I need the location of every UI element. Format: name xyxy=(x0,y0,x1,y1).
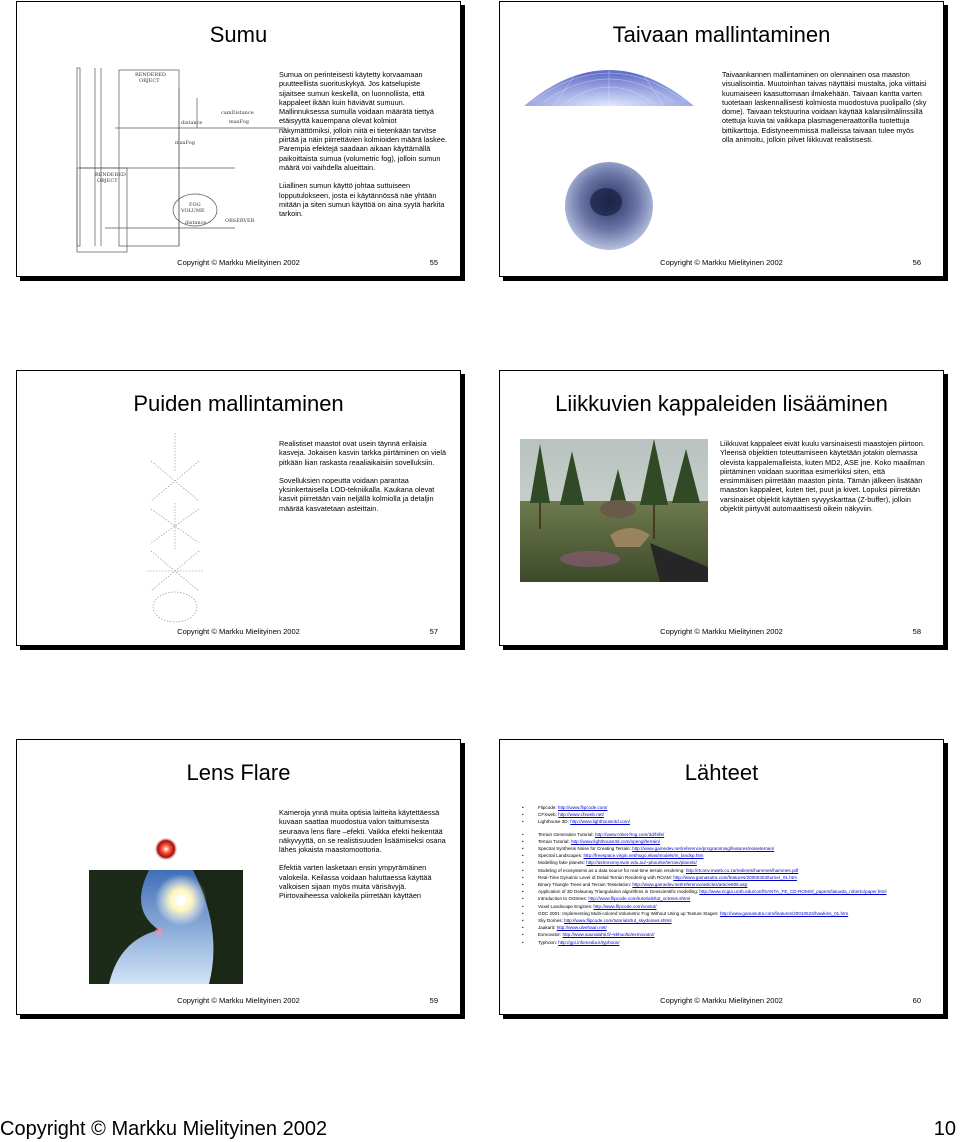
reference-label: Spectral Landscapes: xyxy=(538,853,584,859)
slide-title: Sumu xyxy=(209,22,268,47)
reference-link[interactable]: http://www.lighthouse3d.com/ xyxy=(570,819,630,825)
page-number: 10 xyxy=(933,1118,956,1140)
slide-title: Liikkuvien kappaleiden lisääminen xyxy=(555,391,888,416)
slide-lens-flare xyxy=(16,739,461,1015)
reference-item xyxy=(522,924,917,931)
slide-copyright: Copyright © Markku Mielityinen 2002 xyxy=(660,996,783,1005)
reference-link[interactable]: http://astronomy.swin.edu.au/~pbourke/terrain/planets/ xyxy=(586,860,697,866)
observer-label: OBSERVER xyxy=(225,218,255,224)
tree-lod-diagram xyxy=(135,431,215,626)
reference-label: Real-Time Dynamic Level of Detail Terrain Rendering with ROAM: xyxy=(538,874,674,880)
reference-link[interactable]: http://www.flipcode.com/voxtut/ xyxy=(593,903,657,909)
reference-label: Terrain Tutorial: xyxy=(538,838,571,844)
rendered-label-2: RENDERED xyxy=(95,172,126,178)
slide-body xyxy=(279,808,447,910)
reference-link[interactable]: http://www.gamasutra.com/features/20010523/hawkins_01.htm xyxy=(719,910,849,916)
paragraph: Realistiset maastot ovat usein täynnä erilaisia kasveja. Jokaisen kasvin tarkka piirtäminen on vielä pitkään liian raskasta reaaliaikaisiin sovelluksiin. xyxy=(279,439,447,467)
slide-puut xyxy=(16,370,461,646)
fog-diagram xyxy=(75,68,255,258)
slide-number: 58 xyxy=(912,627,921,636)
reference-link[interactable]: http://www.flipcode.com/tutorials/tut_skydomes.shtml xyxy=(564,918,672,924)
reference-link[interactable]: http://www.ulvehaan.net/ xyxy=(556,925,607,931)
slide-sumu xyxy=(16,1,461,277)
reference-item xyxy=(522,888,917,895)
paragraph: Kameroja ynnä muita optisia laitteita käytettäessä kuvaan saattaa muodostua valon taittumisesta seuraava lens flare –efekti. Vaikka efekti heikentää näkyvyyttä, on se realistisuuden lisäämiseksi osana lähes jokaista maastomoottoria. xyxy=(279,808,446,855)
paragraph: Sovelluksien nopeutta voidaan parantaa yksinkertaisella LOD-tekniikalla. Kaukana olevat kasvit piirretään vain neljällä kolmiolla ja detaljin määrää kasvatetaan asteittain. xyxy=(279,475,435,513)
reference-item xyxy=(522,859,917,866)
slide-lahteet xyxy=(499,739,944,1015)
references-list xyxy=(522,804,917,946)
reference-item xyxy=(522,831,917,838)
slide-copyright: Copyright © Markku Mielityinen 2002 xyxy=(177,996,300,1005)
slide-body xyxy=(279,439,447,522)
rendered-label: RENDERED xyxy=(135,72,166,78)
reference-label: Exmovator: xyxy=(538,932,563,938)
paragraph: Efektiä varten lasketaan ensin ympyrämäinen valokeila. Keilassa voidaan haluttaessa käyttää valkoisen sijaan myös muita värisävyjä. Piirtovaiheessa valokeila piirretään käyttäen xyxy=(279,863,432,901)
slide-copyright: Copyright © Markku Mielityinen 2002 xyxy=(660,258,783,267)
reference-label: Terrain Generation Tutorial: xyxy=(538,831,595,837)
reference-item xyxy=(522,903,917,910)
slide-body xyxy=(720,439,928,522)
reference-item xyxy=(522,895,917,902)
reference-link[interactable]: http://rtconv.mweb.co.za/redients/hammes/hammes.pdf xyxy=(685,867,799,873)
reference-item xyxy=(522,881,917,888)
paragraph: Liikkuvat kappaleet eivät kuulu varsinaisesti maastojen piirtoon. Yleensä objektien toteuttamiseen käytetään jotakin olemassa olevista kappalemalleista, kuten MD2, ASE jne. Koko maailman piirtäminen voidaan suorittaa esimerkiksi siten, että ensimmäisen piirretään maaston pinta. Tämän jälkeen lisätään maaston kappaleet, kuten tiet, puut ja kivet. Lopuksi piirretään varsinaiset objektit käyttäen syvyyskarttaa (Z-buffer), jolloin objektit piirtyvät automaattisesti oikein näkyviin. xyxy=(720,439,925,514)
reference-item xyxy=(522,818,917,825)
paragraph: Taivaankannen mallintaminen on olennainen osa maaston visualisointia. Muutoinhan taivas näyttäisi mustalta, joka viittaisi kuumaiseen kaasuttomaan ilmakehään. Taivaan kantta varten tuotetaan laskennallisesti kolmiosta muodostuva puolipallo (sky dome). Taivaan tekstuurina voidaan käyttää kalansilmälinssillä otettuja kuvia tai vaikkapa plasmageneraattorilla tuotettuja bittikarttoja. Edistyneemmissä malleissa taivaan tulee myös olla animoitu, jolloin pilvet liikkuvat realistisesti. xyxy=(722,70,927,145)
page-copyright: Copyright © Markku Mielityinen 2002 xyxy=(0,1118,328,1140)
reference-item xyxy=(522,845,917,852)
max-fog-label-2: maxFog xyxy=(175,140,195,146)
reference-link[interactable]: http://www.gamedev.net/reference/articles/article806.asp xyxy=(632,882,748,888)
volume-label: VOLUME xyxy=(181,208,205,214)
reference-link[interactable]: http://www.lighthouse3d.com/opengl/terrain/ xyxy=(570,838,661,844)
reference-label: Sky Domes: xyxy=(538,918,565,924)
flare-sprite-image xyxy=(153,836,179,862)
reference-link[interactable]: http://www.cfxweb.net/ xyxy=(558,812,604,818)
reference-item xyxy=(522,867,917,874)
max-fog-label: maxFog xyxy=(229,119,249,125)
game-scene-image xyxy=(520,439,708,582)
reference-item xyxy=(522,838,917,845)
reference-link[interactable]: http://www.saunalahti.fi/~kkhuolto/exmovator/ xyxy=(562,932,655,938)
slide-number: 60 xyxy=(912,996,921,1005)
slide-copyright: Copyright © Markku Mielityinen 2002 xyxy=(177,627,300,636)
reference-item xyxy=(522,939,917,946)
distance-label-2: distance xyxy=(185,220,207,226)
slide-number: 57 xyxy=(429,627,438,636)
reference-label: Binary Triangle Trees and Terrain Tesselation: xyxy=(538,882,633,888)
reference-label: Modeling of ecosystems as a data source for real-time terrain rendering: xyxy=(538,867,686,873)
reference-label: GDC 2001: Implementing Multi-colored Volumetric Fog Without Using up Texture Stages: xyxy=(538,910,720,916)
reference-item xyxy=(522,811,917,818)
reference-link[interactable]: http://www.flipcode.com/ xyxy=(557,805,608,810)
object-label-2: OBJECT xyxy=(97,178,118,184)
lens-flare-photo xyxy=(89,870,243,984)
sky-dome-image xyxy=(514,62,704,252)
slide-title: Taivaan mallintaminen xyxy=(612,22,831,47)
reference-link[interactable]: http://www.gamedev.net/reference/programming/features/noiseterrain/ xyxy=(632,846,775,852)
paragraph: Sumua on perinteisesti käytetty korvaamaan puutteellista suorituskykyä. Jos katselupiste sijaitsee sumun keskellä, on luonnollista, että kappaleet ikään kuin häviävät sumuun. Mallinnuksessa sumulla voidaan määrätä tiettyä etäisyyttä kauempana olevat kolmiot näkymättömiksi, jolloin niitä ei tietenkään tarvitse piirtää ja näin piirrettävien kolmioiden määrä laskee. Parempia efektejä saadaan aikaan käyttämällä paikoittaista sumua (volumetric fog), jolloin sumun määrä voi vaihdella alueittain. xyxy=(279,70,447,172)
reference-item xyxy=(522,852,917,859)
reference-label: CFXweb: xyxy=(538,812,559,818)
slide-copyright: Copyright © Markku Mielityinen 2002 xyxy=(177,258,300,267)
slide-liikkuvat xyxy=(499,370,944,646)
paragraph: Liiallinen sumun käyttö johtaa suttuiseen lopputulokseen, josta ei käytännössä näe yhtään mitään ja siten sumun käyttöä on aina syytä harkita tarkoin. xyxy=(279,181,445,219)
slide-title: Lens Flare xyxy=(186,760,291,785)
reference-link[interactable]: http://www.robot-frog.com/3d/hills/ xyxy=(594,831,665,837)
reference-link[interactable]: http://gpi.infomedia.it/typhoon/ xyxy=(558,939,620,945)
slide-body xyxy=(722,70,927,153)
slide-taivas xyxy=(499,1,944,277)
reference-label: Introduction to Octtrees: xyxy=(538,896,589,902)
reference-label: Voxel Landscape Engines: xyxy=(538,903,594,909)
reference-item xyxy=(522,910,917,917)
slide-copyright: Copyright © Markku Mielityinen 2002 xyxy=(660,627,783,636)
slide-body xyxy=(279,70,447,227)
reference-label: Typhoon: xyxy=(538,939,559,945)
slide-number: 56 xyxy=(912,258,921,267)
reference-link[interactable]: http://www.ncgia.ucsb.edu/conf/SANTA_FE_CD-ROM/sf_papers/latuada_roberto/paper.html xyxy=(699,889,887,895)
reference-item xyxy=(522,804,917,811)
cam-distance-label: camDistance xyxy=(221,110,254,116)
reference-label: Spectral Synthesis Noise for Creating Terrain: xyxy=(538,846,633,852)
reference-label: Jaakarit: xyxy=(538,925,557,931)
reference-label: Modelling fake planets: xyxy=(538,860,587,866)
reference-item xyxy=(522,917,917,924)
slide-title: Lähteet xyxy=(684,760,759,785)
reference-item xyxy=(522,874,917,881)
slide-number: 55 xyxy=(429,258,438,267)
slide-title: Puiden mallintaminen xyxy=(133,391,344,416)
reference-label: Lighthouse 3D: xyxy=(538,819,571,825)
reference-link[interactable]: http://freespace.virgin.net/hugo.elias/models/m_landsp.htm xyxy=(583,853,704,859)
fog-label: FOG xyxy=(189,202,201,208)
reference-link[interactable]: http://www.flipcode.com/tutorials/tut_octrees.shtml xyxy=(588,896,691,902)
reference-label: Application of 3D Delaunay Triangulation algorithms in Geoscientific modelling: xyxy=(538,889,700,895)
distance-label: distance xyxy=(181,120,203,126)
object-label: OBJECT xyxy=(139,78,160,84)
reference-label: Flipcode: xyxy=(538,805,558,810)
reference-link[interactable]: http://www.gamasutra.com/features/20000403/turner_01.htm xyxy=(673,874,797,880)
reference-item xyxy=(522,931,917,938)
slide-number: 59 xyxy=(429,996,438,1005)
